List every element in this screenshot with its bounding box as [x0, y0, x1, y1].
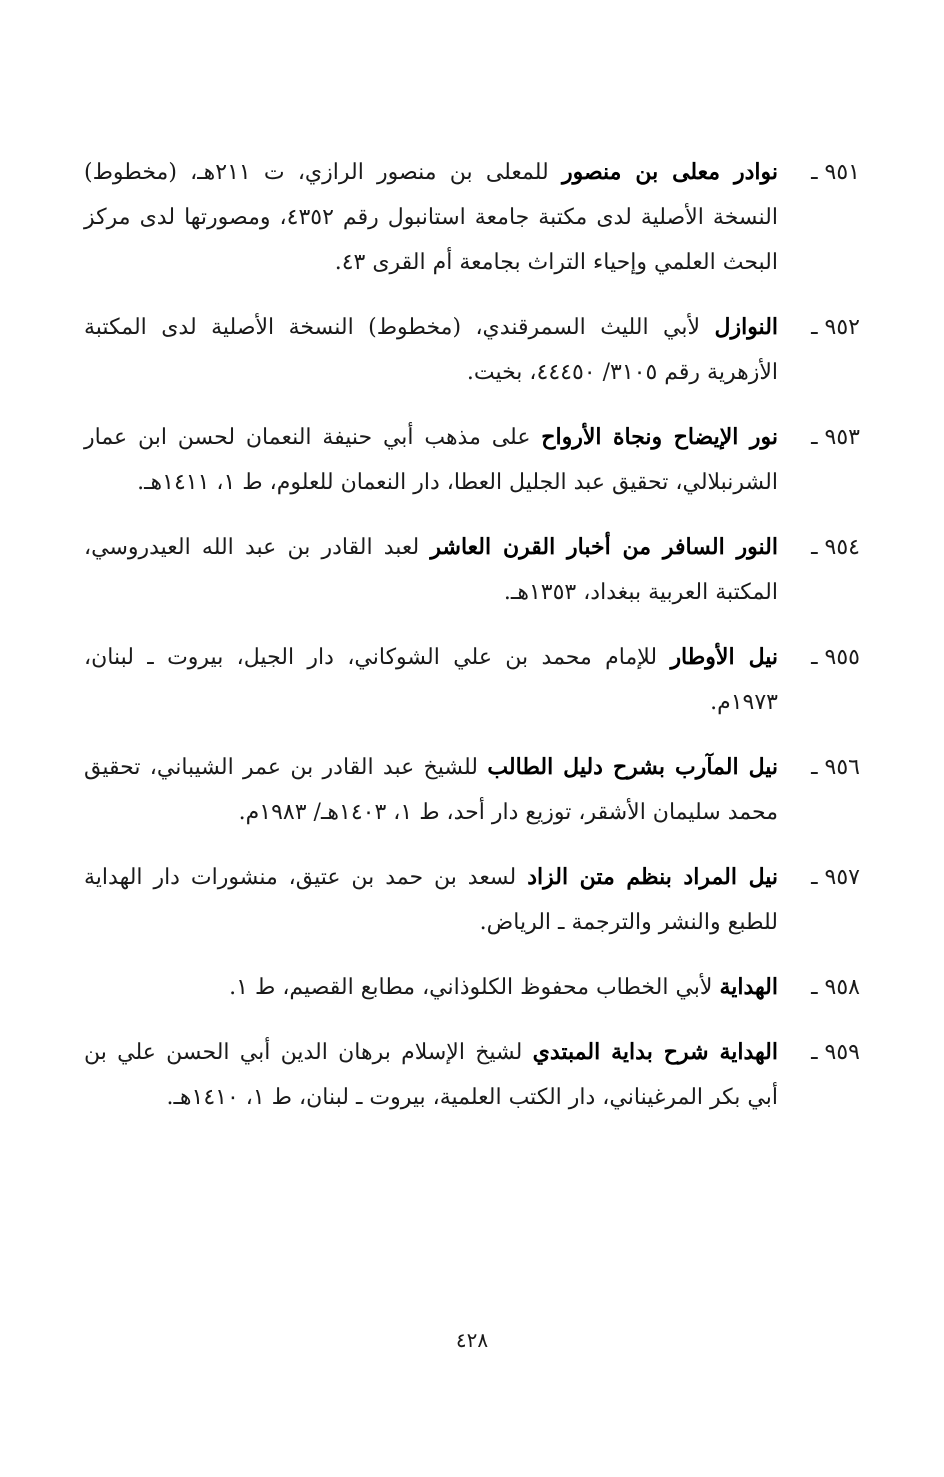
entry-text: لأبي الخطاب محفوظ الكلوذاني، مطابع القصيم، ط ١. [229, 975, 713, 1000]
entry-title: الهداية شرح بداية المبتدي [532, 1039, 778, 1065]
bibliography-list [84, 150, 860, 1140]
page-number: ٤٢٨ [455, 1328, 489, 1352]
entry-title: الهداية [719, 974, 778, 1000]
entry-text: لسعد بن حمد بن عتيق، منشورات دار الهداية للطبع والنشر والترجمة ـ الرياض. [84, 865, 778, 935]
entry-text: لعبد القادر بن عبد الله العيدروسي، المكتبة العربية ببغداد، ١٣٥٣هـ. [84, 535, 778, 605]
entry-body [84, 965, 778, 1010]
bibliography-entry [84, 635, 860, 725]
entry-body [84, 525, 778, 615]
bibliography-entry [84, 150, 860, 285]
entry-number: ٩٥١ ـ [811, 160, 860, 185]
entry-title: النوازل [714, 314, 779, 340]
entry-body [84, 305, 778, 395]
bibliography-entry [84, 745, 860, 835]
entry-text: للإمام محمد بن علي الشوكاني، دار الجيل، بيروت ـ لبنان، ١٩٧٣م. [84, 645, 778, 715]
entry-body [84, 1030, 778, 1120]
entry-body [84, 150, 778, 285]
entry-number: ٩٥٢ ـ [811, 315, 860, 340]
entry-body [84, 745, 778, 835]
entry-body [84, 415, 778, 505]
entry-title: نور الإيضاح ونجاة الأرواح [541, 424, 779, 450]
entry-body [84, 635, 778, 725]
bibliography-entry [84, 415, 860, 505]
entry-number: ٩٥٧ ـ [811, 865, 860, 890]
bibliography-entry [84, 965, 860, 1010]
entry-title: نيل المراد بنظم متن الزاد [527, 864, 778, 890]
entry-text: للشيخ عبد القادر بن عمر الشيباني، تحقيق محمد سليمان الأشقر، توزيع دار أحد، ط ١، ١٤٠٣هـ/ ١٩٨٣م. [84, 755, 778, 825]
entry-title: نيل المآرب بشرح دليل الطالب [487, 754, 778, 780]
bibliography-entry [84, 305, 860, 395]
entry-body [84, 855, 778, 945]
entry-text: للمعلى بن منصور الرازي، ت ٢١١هـ، (مخطوط) النسخة الأصلية لدى مكتبة جامعة استانبول رقم ٤٣٥٢، ومصورتها لدى مركز البحث العلمي وإحياء التراث بجامعة أم القرى ٤٣. [84, 160, 778, 275]
entry-title: نوادر معلى بن منصور [561, 159, 778, 185]
bibliography-entry [84, 525, 860, 615]
bibliography-entry [84, 855, 860, 945]
entry-number: ٩٥٩ ـ [811, 1040, 860, 1065]
entry-text: على مذهب أبي حنيفة النعمان لحسن ابن عمار الشرنبلالي، تحقيق عبد الجليل العطا، دار النعمان للعلوم، ط ١، ١٤١١هـ. [84, 425, 778, 495]
entry-number: ٩٥٣ ـ [811, 425, 860, 450]
entry-text: لأبي الليث السمرقندي، (مخطوط) النسخة الأصلية لدى المكتبة الأزهرية رقم ٣١٠٥/ ٤٤٤٥٠، بخيت. [84, 315, 778, 385]
entry-title: نيل الأوطار [670, 644, 778, 670]
entry-number: ٩٥٨ ـ [811, 975, 860, 1000]
entry-number: ٩٥٤ ـ [811, 535, 860, 560]
entry-title: النور السافر من أخبار القرن العاشر [430, 534, 778, 560]
bibliography-entry [84, 1030, 860, 1120]
entry-text: لشيخ الإسلام برهان الدين أبي الحسن علي بن أبي بكر المرغيناني، دار الكتب العلمية، بيروت ـ لبنان، ط ١، ١٤١٠هـ. [84, 1040, 778, 1110]
entry-number: ٩٥٥ ـ [811, 645, 860, 670]
entry-number: ٩٥٦ ـ [811, 755, 860, 780]
